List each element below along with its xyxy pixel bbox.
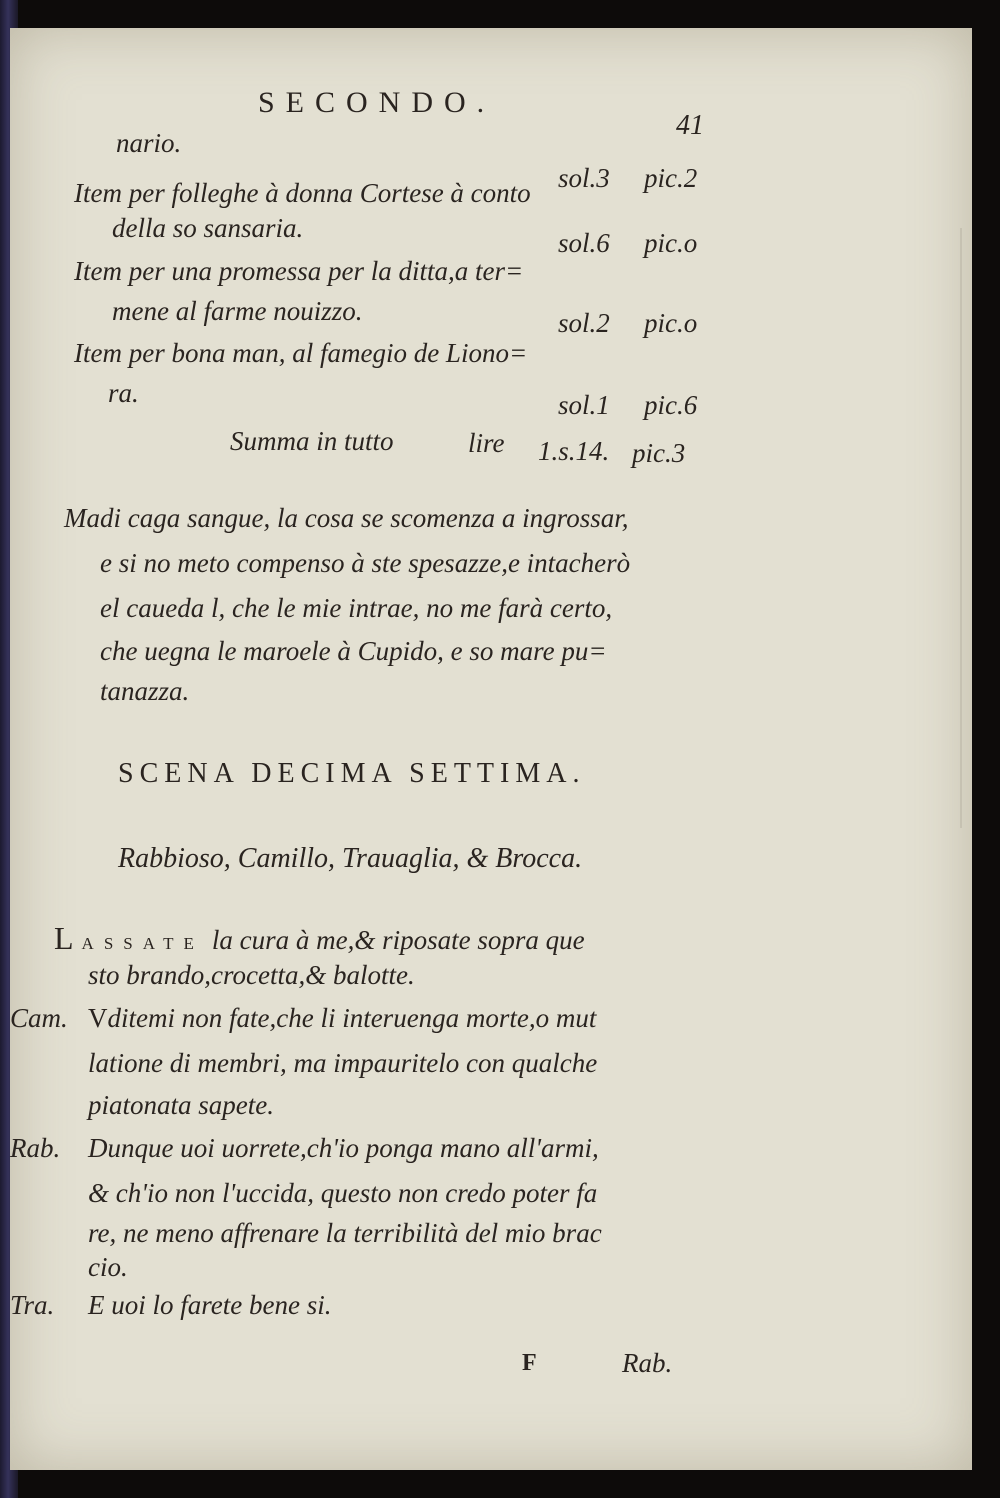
speech-line: latione di membri, ma impauritelo con qualche (88, 1048, 598, 1078)
small-caps-word: ASSATE (81, 934, 204, 953)
account-line: Item per bona man, al famegio de Liono= (74, 338, 528, 368)
account-line: ra. (108, 378, 139, 408)
monologue-line: e si no meto compenso à ste spesazze,e intacherò (100, 548, 631, 578)
total-sum: 1.s.14. (538, 436, 610, 466)
account-sol: sol.1 (558, 390, 610, 420)
speech-line: & ch'io non l'uccida, questo non credo poter fa (88, 1178, 598, 1208)
account-line: Item per una promessa per la ditta,a ter= (74, 256, 524, 286)
monologue-line: che uegna le maroele à Cupido, e so mare pu= (100, 636, 607, 666)
speech-line: Dunque uoi uorrete,ch'io ponga mano all'armi, (88, 1133, 599, 1163)
monologue-line: el caueda l, che le mie intrae, no me farà certo, (100, 593, 613, 623)
speech-text: la cura à me,& riposate sopra que (211, 925, 585, 955)
speech-first-line (54, 920, 585, 957)
scene-persons: Rabbioso, Camillo, Trauaglia, & Brocca. (118, 843, 583, 874)
speech-line: E uoi lo farete bene si. (88, 1290, 332, 1320)
speech-line: re, ne meno affrenare la terribilità del mio brac (88, 1218, 602, 1248)
account-pic: pic.o (644, 228, 698, 258)
speech-line: sto brando,crocetta,& balotte. (88, 960, 415, 990)
account-line: nario. (116, 128, 182, 158)
account-sol: sol.6 (558, 228, 610, 258)
monologue-line: Madi caga sangue, la cosa se scomenza a ingrossar, (64, 503, 629, 533)
account-pic: pic.o (644, 308, 698, 338)
speaker-label: Cam. (10, 1003, 68, 1033)
bleed-through (930, 228, 962, 828)
catchword: Rab. (622, 1348, 673, 1378)
account-line: Item per folleghe à donna Cortese à conto (74, 178, 531, 208)
account-pic: pic.6 (644, 390, 698, 420)
total-label: Summa in tutto (230, 426, 394, 456)
monologue-line: tanazza. (100, 676, 190, 706)
speech-line: piatonata sapete. (88, 1090, 274, 1120)
running-title: SECONDO. (258, 86, 496, 119)
speech-initial: V (88, 1003, 108, 1033)
speech-line: cio. (88, 1252, 128, 1282)
account-line: della so sansaria. (112, 213, 304, 243)
account-pic: pic.2 (644, 163, 698, 193)
speech-text: ditemi non fate,che li interuenga morte,o mut (107, 1003, 597, 1033)
scene-title: SCENA DECIMA SETTIMA. (118, 758, 586, 789)
account-sol: sol.2 (558, 308, 610, 338)
folio-number: 41 (676, 110, 704, 141)
drop-initial: L (54, 920, 74, 956)
total-pic: pic.3 (632, 438, 686, 468)
speech-line (88, 1003, 596, 1034)
book-page (10, 28, 972, 1470)
total-lire: lire (468, 428, 505, 458)
account-sol: sol.3 (558, 163, 610, 193)
speaker-label: Rab. (10, 1133, 61, 1163)
speaker-label: Tra. (10, 1290, 55, 1320)
signature-mark: F (522, 1350, 537, 1376)
account-line: mene al farme nouizzo. (112, 296, 363, 326)
